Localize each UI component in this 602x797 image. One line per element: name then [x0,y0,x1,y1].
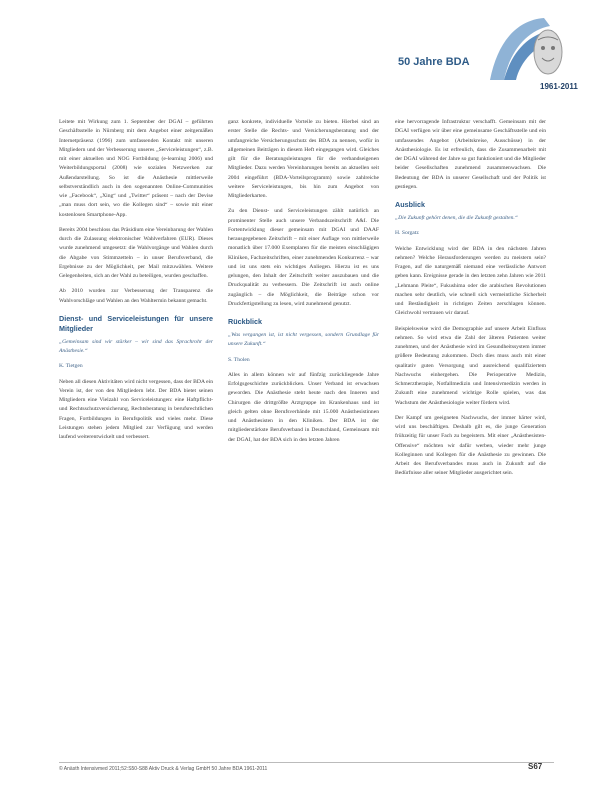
bda-anniversary-logo-graphic [488,10,568,92]
quote-author: S. Tholen [228,356,250,363]
paragraph: Zu den Dienst- und Serviceleistungen zählt natürlich an prominenter Stelle auch unsere Verbandszeitschrift A&I. Die Fortentwicklung dieser gemeinsam mit DGAI und DAAF herausgegebenen Zeitschrift – mit einer Auflage von mittlerweile monatlich über 17.000 Exemplaren für die meisten einschlägigen Kliniken, Fachzeitschriften, einer zunehmenden Konkurrenz – war und ist uns stets ein wichtiges Anliegen. Hierzu ist es uns gelungen, den Inhalt der Zeitschrift weiter auszubauen und die Druckqualität zu verbessern. Die Zeitschrift ist auch online zugänglich – die Möglichkeit, die Beiträge schon vor Druckfertigstellung zu lesen, wird zunehmend genutzt. [228,208,379,307]
paragraph: Beispielsweise wird die Demographie auf unsere Arbeit Einfluss nehmen. So wird etwa die Zahl der älteren Patienten weiter zunehmen, und der Anästhesie wird im Gesundheitssystem immer größere Bedeutung zukommen. Doch dies muss auch mit einer qualitativ guten Versorgung und ausreichend qualifiziertem Nachwuchs einhergehen. Die Perioperative Medizin, Schmerztherapie, Notfallmedizin und Intensivmedizin werden in Zukunft eine zunehmend wichtige Rolle spielen, was das Wachstum der Anästhesiologie weiter fördern wird. [395,325,546,406]
page-footer: © Anästh Intensivmed 2011;52:S50-S88 Aktiv Druck & Verlag GmbH 50 Jahre BDA 1961-2011 [59,762,554,772]
anniversary-title: 50 Jahre BDA [398,56,470,68]
section-quote: „Was vergangen ist, ist nicht vergessen, sondern Grundlage für unsere Zukunft.“ [228,332,379,348]
section-quote: „Gemeinsam sind wir stärker – wir sind das Sprachrohr der Anästhesie.“ [59,338,213,354]
paragraph: Bereits 2004 beschloss das Präsidium eine Vereinbarung der Wahlen durch die Zulassung elektronischer Wahlverfahren (EUR). Dieses wurde zunehmend umgesetzt: die Wahlvorgänge und Wahlen durch die Abgabe von Stimmzetteln – in unser Berufsverband, die Ergebnisse zu der Möglichkeit, per Mail mitzuwählen. Weitere Gelegenheiten, sich an der Wahl zu beteiligen, wurden geschaffen. [59,226,213,279]
paragraph: eine hervorragende Infrastruktur verschafft. Gemeinsam mit der DGAI verfügen wir über eine gemeinsame Geschäftsstelle und ein umfassendes Angebot (Arbeitskreise, Ausschüsse) in der Anästhesiologie. Es ist erfreulich, dass die Zusammenarbeit mit der DGAI während der Jahre so gut funktioniert und die Mitglieder beider Gesellschaften zunehmend zusammenwachsen. Die Bedeutung der BDA in unserer Gesellschaft und der Politik ist gestiegen. [395,119,546,190]
quote-author: H. Sorgatz [395,230,419,237]
text-column-2 [228,118,379,451]
paragraph: Welche Entwicklung wird der BDA in den nächsten Jahren nehmen? Welche Herausforderungen werden zu meistern sein? Fragen, auf die naturgemäß niemand eine verlässliche Antwort geben kann. Ereignisse gerade in den letzten zehn Jahren wie 2011 „Lehmann Pleite“, Fukushima oder die arabischen Revolutionen machen sehr deutlich, wie schnell sich vermeintliche Sicherheit und Beständigkeit in richtigen Zeiten zerschlagen können. Gleichwohl vertrauen wir darauf. [395,245,546,317]
quote-author: K. Tietgen [59,363,83,370]
paragraph: Alles in allem können wir auf fünfzig zurückliegende Jahre Erfolgsgeschichte zurückblicken. Unser Verband ist erwachsen geworden. Die Anästhesie steht heute nach den Inneren und Chirurgen die drittgrößte Arztgruppe im Krankenhaus und ist gleich gelten ohne Berufsverbände mit 15.000 Anästhesistinnen und Anästhesisten in den Kliniken. Der BDA ist der mitgliederstärkste Berufsverband in Deutschland, Gemeinsam mit der DGAI, hat der BDA sich in den letzten Jahren [228,371,379,443]
paragraph: Ab 2010 wurden zur Verbesserung der Transparenz die Wahlvorschläge und Wahlen an den Wahltermin bekannt gemacht. [59,288,213,304]
section-heading-ausblick: Ausblick [395,200,425,209]
anniversary-years: 1961-2011 [540,82,578,91]
page-number: S67 [528,762,543,771]
text-column-3 [395,118,546,485]
section-quote: „Die Zukunft gehört denen, die die Zukunft gestalten.“ [395,215,518,221]
paragraph: ganz konkrete, individuelle Vorteile zu bieten. Hierbei sind an erster Stelle die Rechts- und Versicherungsberatung und der umfangreiche Versicherungsschutz des BDA zu nennen, wofür in allgemeinen Beiträgen in diesem Heft eingegangen wird. Gleiches gilt für die Beratungsleistungen für die verbandseigenen Mitglieder. Dazu werden Vereinbarungen bereits an aktuellen seit 2004 eingeführt (BDA-Vorteilsprogramm) sowie zahlreiche weitere Serviceleistungen, bis hin zum Angebot von Mitgliederkarten. [228,119,379,199]
text-column-1 [59,118,213,448]
section-heading-rueckblick: Rückblick [228,317,262,326]
paragraph: Der Kampf um geeigneten Nachwuchs, der immer härter wird, wird uns beschäftigen. Deshalb gilt es, die junge Generation frühzeitig für unser Fach zu begeistern. Mit einer „Anästhesisten-Offensive“ möchten wir dafür werben, wieder mehr junge Kolleginnen und Kollegen für die Anästhesie zu gewinnen. Die Arbeit des Berufsverbandes muss auch in Zukunft auf die Bedürfnisse aller seiner Mitglieder ausgerichtet sein. [395,414,546,477]
paragraph: Neben all diesen Aktivitäten wird nicht vergessen, dass der BDA ein Verein ist, der von den Mitgliedern lebt. Der BDA bietet seinen Mitgliedern eine Vielzahl von Serviceleistungen: eine Haftpflicht- und Rechtsschutzversicherung, Rechtsberatung in berufsrechtlichen Fragen, Fortbildungen in Berufspolitik und vieles mehr. Diese Leistungen stehen jedem Mitglied zur Verfügung und werden laufend weiterentwickelt und verbessert. [59,378,213,440]
section-heading-services: Dienst- und Serviceleistungen für unsere Mitglieder [59,313,213,333]
page-header [0,0,602,110]
paragraph: Leitete mit Wirkung zum 1. September der DGAI – geführten Geschäftsstelle in Nürnberg mit dem Angebot einer zeitgemäßen Internetpräsenz (1996) zum umfassenden Kontakt mit unseren Mitgliedern und der Verbesserung unseres „Serviceleistungen“, z.B. mit einer aktuellen und NOG Fortbildung (e-learning 2006) und Weiterbildungsportal (2008) wie sozialen Netzwerken zur Außendarstellung. So ist die Anästhesie mittlerweile selbstverständlich auch in den sogenannten Online-Communities wie „Facebook“, „Xing“ und „Twitter“ präsent – nach der Devise „man muss dort sein, wo die Kollegen sind“ – sowie mit einer kostenlosen Smartphone-App. [59,119,213,218]
